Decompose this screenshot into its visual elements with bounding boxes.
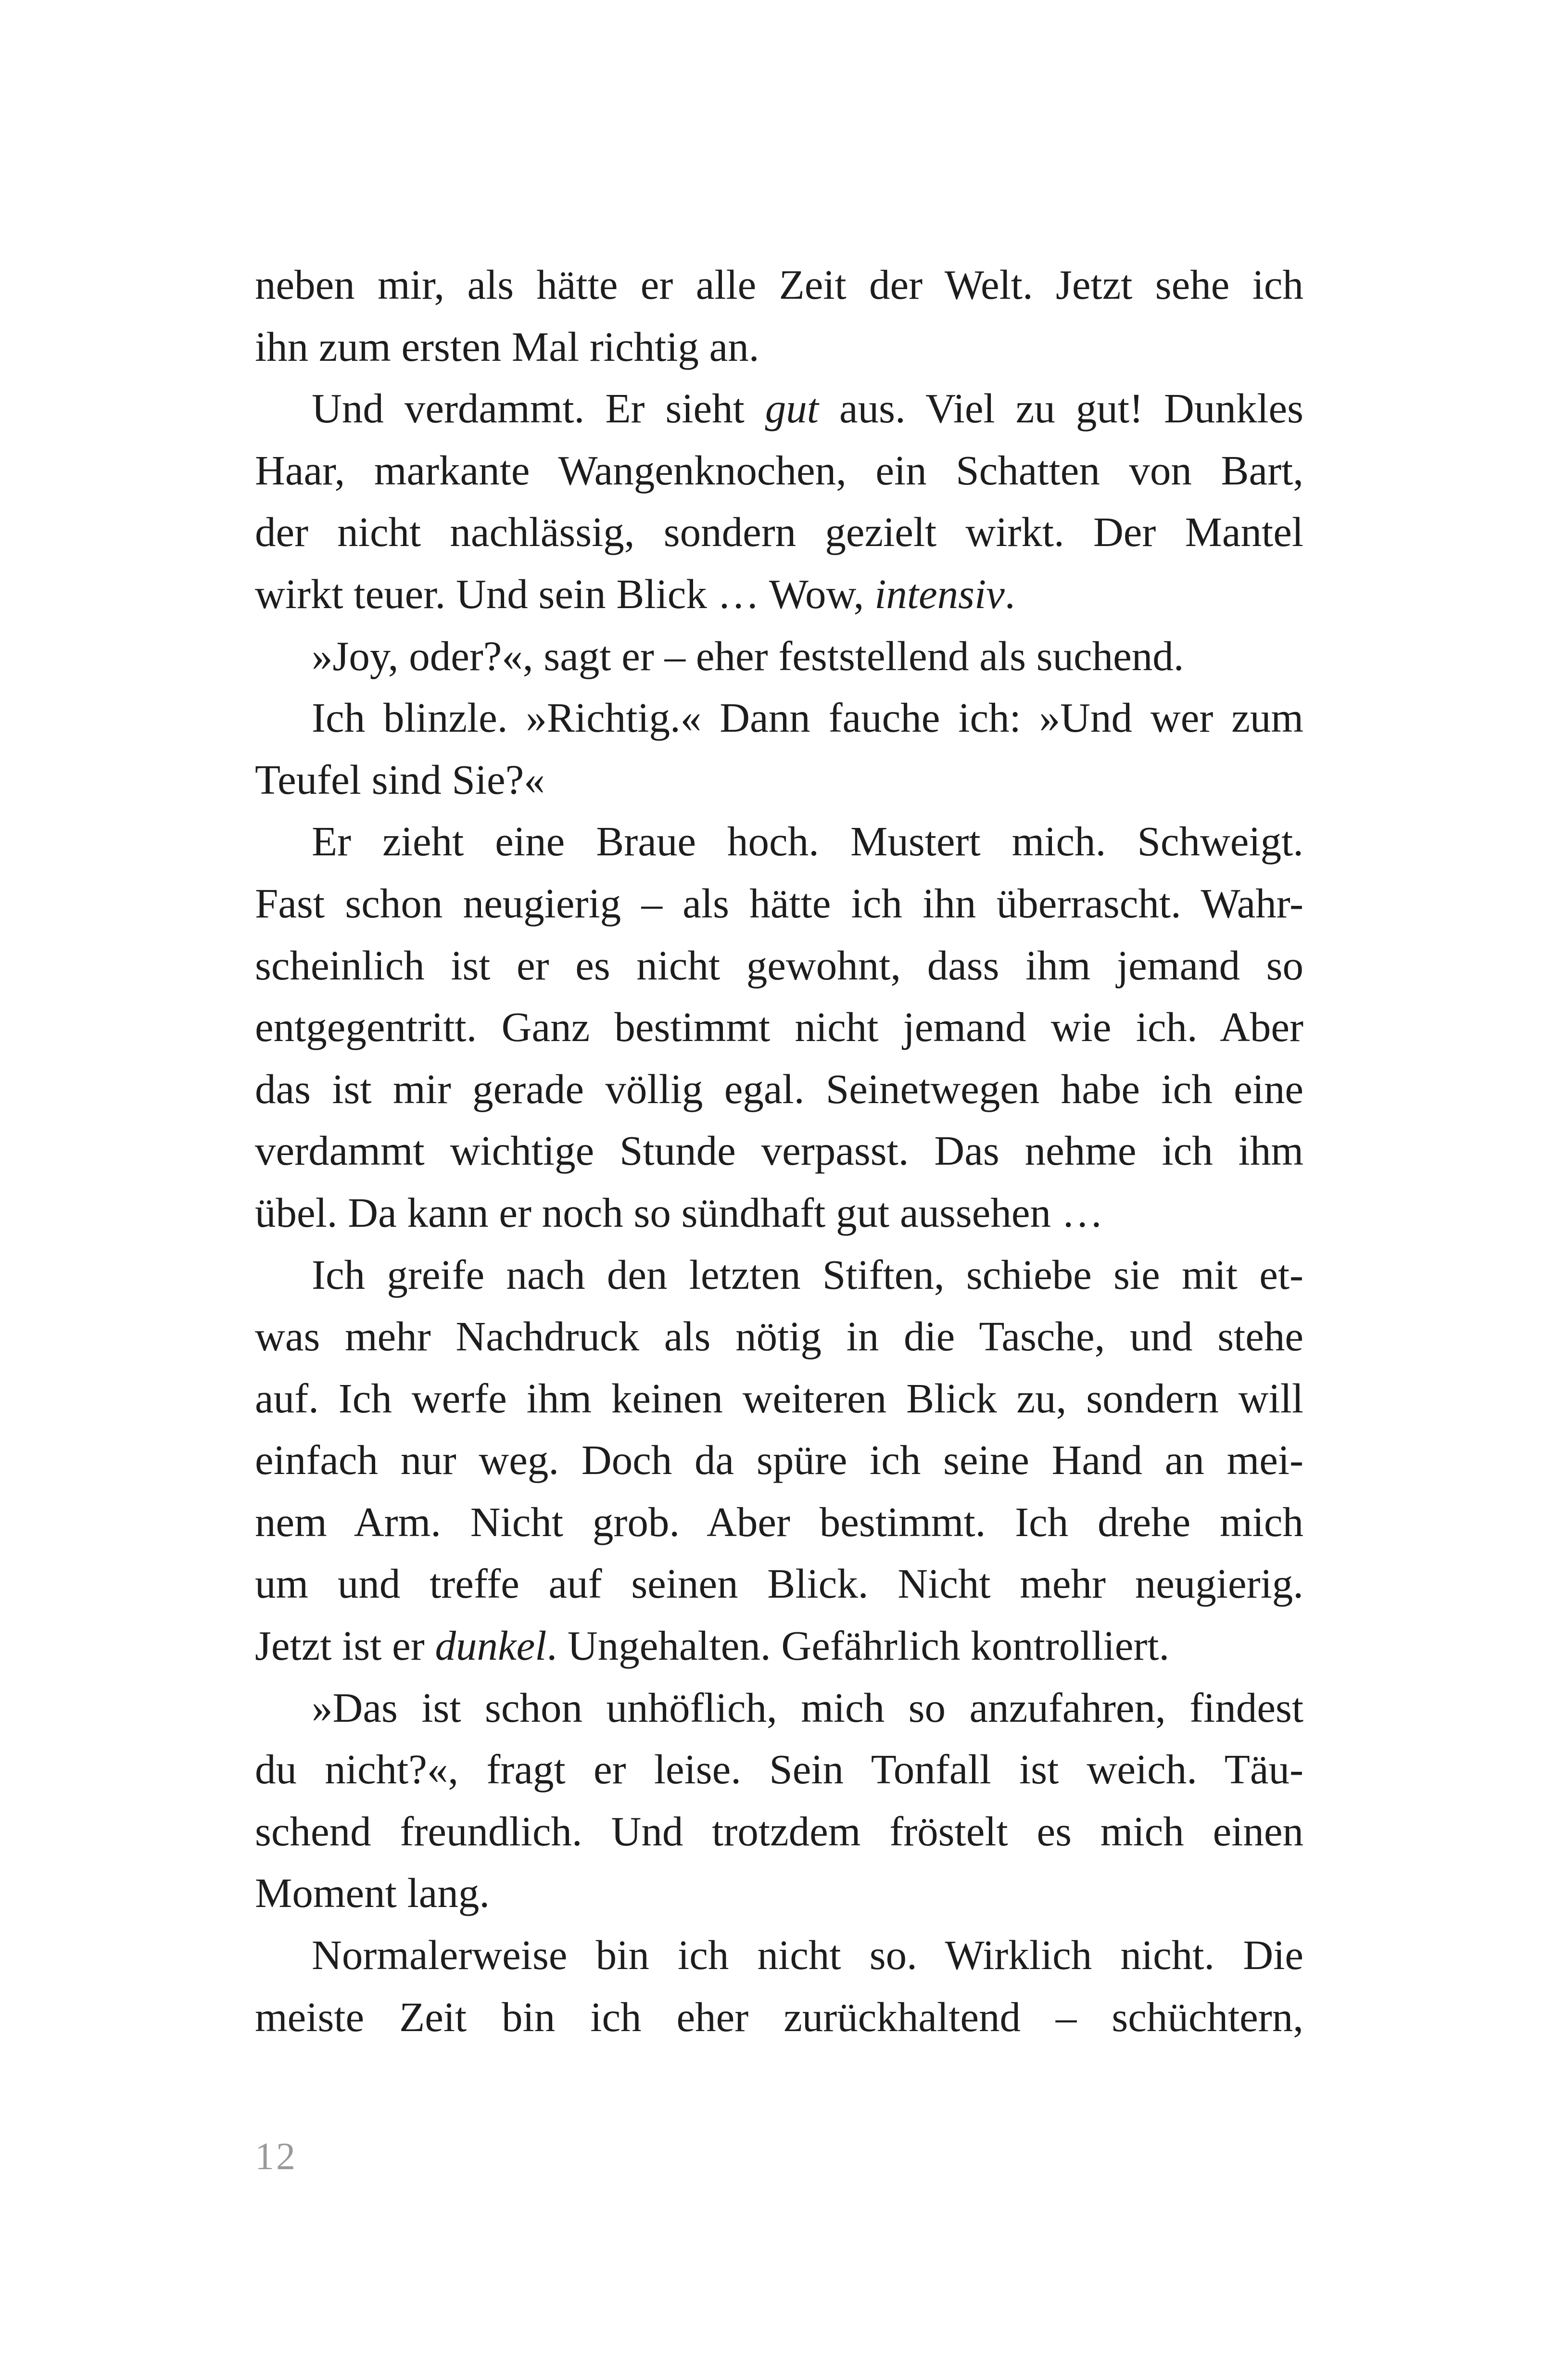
text-line: [255, 1862, 1303, 1924]
text-run: »Joy, oder?«, sagt er – eher feststellend als suchend.: [312, 632, 1184, 679]
text-run: Teufel sind Sie?«: [255, 756, 545, 803]
text-line: [255, 1801, 1303, 1863]
text-run: »Das ist schon unhöflich, mich so anzufahren, findest: [312, 1684, 1303, 1731]
text-run: übel. Da kann er noch so sündhaft gut aussehen …: [255, 1189, 1103, 1236]
text-line: [255, 1244, 1303, 1306]
text-line: [255, 687, 1303, 749]
paragraph: [255, 687, 1303, 811]
text-line: [255, 316, 1303, 378]
text-run: scheinlich ist er es nicht gewohnt, dass ihm jemand so: [255, 941, 1303, 989]
text-run: . Ungehalten. Gefährlich kontrolliert.: [546, 1622, 1170, 1669]
text-run: meiste Zeit bin ich eher zurückhaltend – schüchtern,: [255, 1993, 1303, 2040]
text-line: [255, 1368, 1303, 1430]
text-line: [255, 1553, 1303, 1615]
text-run: schend freundlich. Und trotzdem fröstelt es mich einen: [255, 1807, 1303, 1855]
text-run: entgegentritt. Ganz bestimmt nicht jemand wie ich. Aber: [255, 1004, 1303, 1051]
text-run: Ich greife nach den letzten Stiften, schiebe sie mit et-: [312, 1251, 1303, 1298]
text-line: [255, 1986, 1303, 2048]
text-line: [255, 873, 1303, 935]
text-line: [255, 625, 1303, 687]
paragraph: [255, 1924, 1303, 2048]
text-run: nem Arm. Nicht grob. Aber bestimmt. Ich drehe mich: [255, 1498, 1303, 1545]
text-line: [255, 1615, 1303, 1677]
text-run: verdammt wichtige Stunde verpasst. Das nehme ich ihm: [255, 1127, 1303, 1174]
emphasized-word: intensiv: [874, 570, 1005, 617]
text-line: [255, 563, 1303, 625]
text-run: aus. Viel zu gut! Dunkles: [818, 385, 1303, 432]
text-run: Haar, markante Wangenknochen, ein Schatten von Bart,: [255, 446, 1303, 494]
text-line: [255, 1058, 1303, 1120]
paragraph: [255, 1244, 1303, 1677]
text-line: [255, 254, 1303, 316]
text-line: [255, 935, 1303, 997]
text-run: Moment lang.: [255, 1869, 490, 1917]
emphasized-word: gut: [765, 385, 819, 432]
text-line: [255, 1739, 1303, 1801]
text-line: [255, 1491, 1303, 1553]
text-line: [255, 749, 1303, 811]
text-run: Er zieht eine Braue hoch. Mustert mich. Schweigt.: [312, 818, 1303, 865]
text-line: [255, 1306, 1303, 1368]
text-run: neben mir, als hätte er alle Zeit der Welt. Jetzt sehe ich: [255, 261, 1303, 308]
body-text: [255, 254, 1303, 2048]
text-line: [255, 440, 1303, 502]
text-line: [255, 1677, 1303, 1739]
text-run: das ist mir gerade völlig egal. Seinetwegen habe ich eine: [255, 1065, 1303, 1112]
text-line: [255, 501, 1303, 563]
paragraph: [255, 1677, 1303, 1924]
text-line: [255, 1182, 1303, 1244]
emphasized-word: dunkel: [435, 1622, 547, 1669]
text-line: [255, 1924, 1303, 1986]
text-run: du nicht?«, fragt er leise. Sein Tonfall ist weich. Täu-: [255, 1746, 1303, 1793]
paragraph: [255, 254, 1303, 378]
text-run: ihn zum ersten Mal richtig an.: [255, 323, 759, 370]
paragraph: [255, 378, 1303, 625]
text-run: Jetzt ist er: [255, 1622, 435, 1669]
text-run: einfach nur weg. Doch da spüre ich seine Hand an mei-: [255, 1436, 1303, 1484]
text-run: was mehr Nachdruck als nötig in die Tasche, und stehe: [255, 1313, 1303, 1360]
text-run: .: [1004, 570, 1015, 617]
text-line: [255, 1429, 1303, 1491]
text-run: um und treffe auf seinen Blick. Nicht mehr neugierig.: [255, 1560, 1303, 1607]
text-line: [255, 811, 1303, 873]
text-run: der nicht nachlässig, sondern gezielt wirkt. Der Mantel: [255, 508, 1303, 556]
paragraph: [255, 811, 1303, 1244]
text-run: Normalerweise bin ich nicht so. Wirklich nicht. Die: [312, 1932, 1303, 1979]
text-line: [255, 1120, 1303, 1182]
text-run: Und verdammt. Er sieht: [312, 385, 765, 432]
text-run: Ich blinzle. »Richtig.« Dann fauche ich: »Und wer zum: [312, 694, 1303, 741]
text-run: wirkt teuer. Und sein Blick … Wow,: [255, 570, 875, 617]
page-number: 12: [255, 2135, 297, 2178]
text-run: auf. Ich werfe ihm keinen weiteren Blick zu, sondern will: [255, 1374, 1303, 1422]
text-line: [255, 378, 1303, 440]
text-line: [255, 996, 1303, 1058]
text-run: Fast schon neugierig – als hätte ich ihn überrascht. Wahr-: [255, 879, 1303, 927]
paragraph: [255, 625, 1303, 687]
